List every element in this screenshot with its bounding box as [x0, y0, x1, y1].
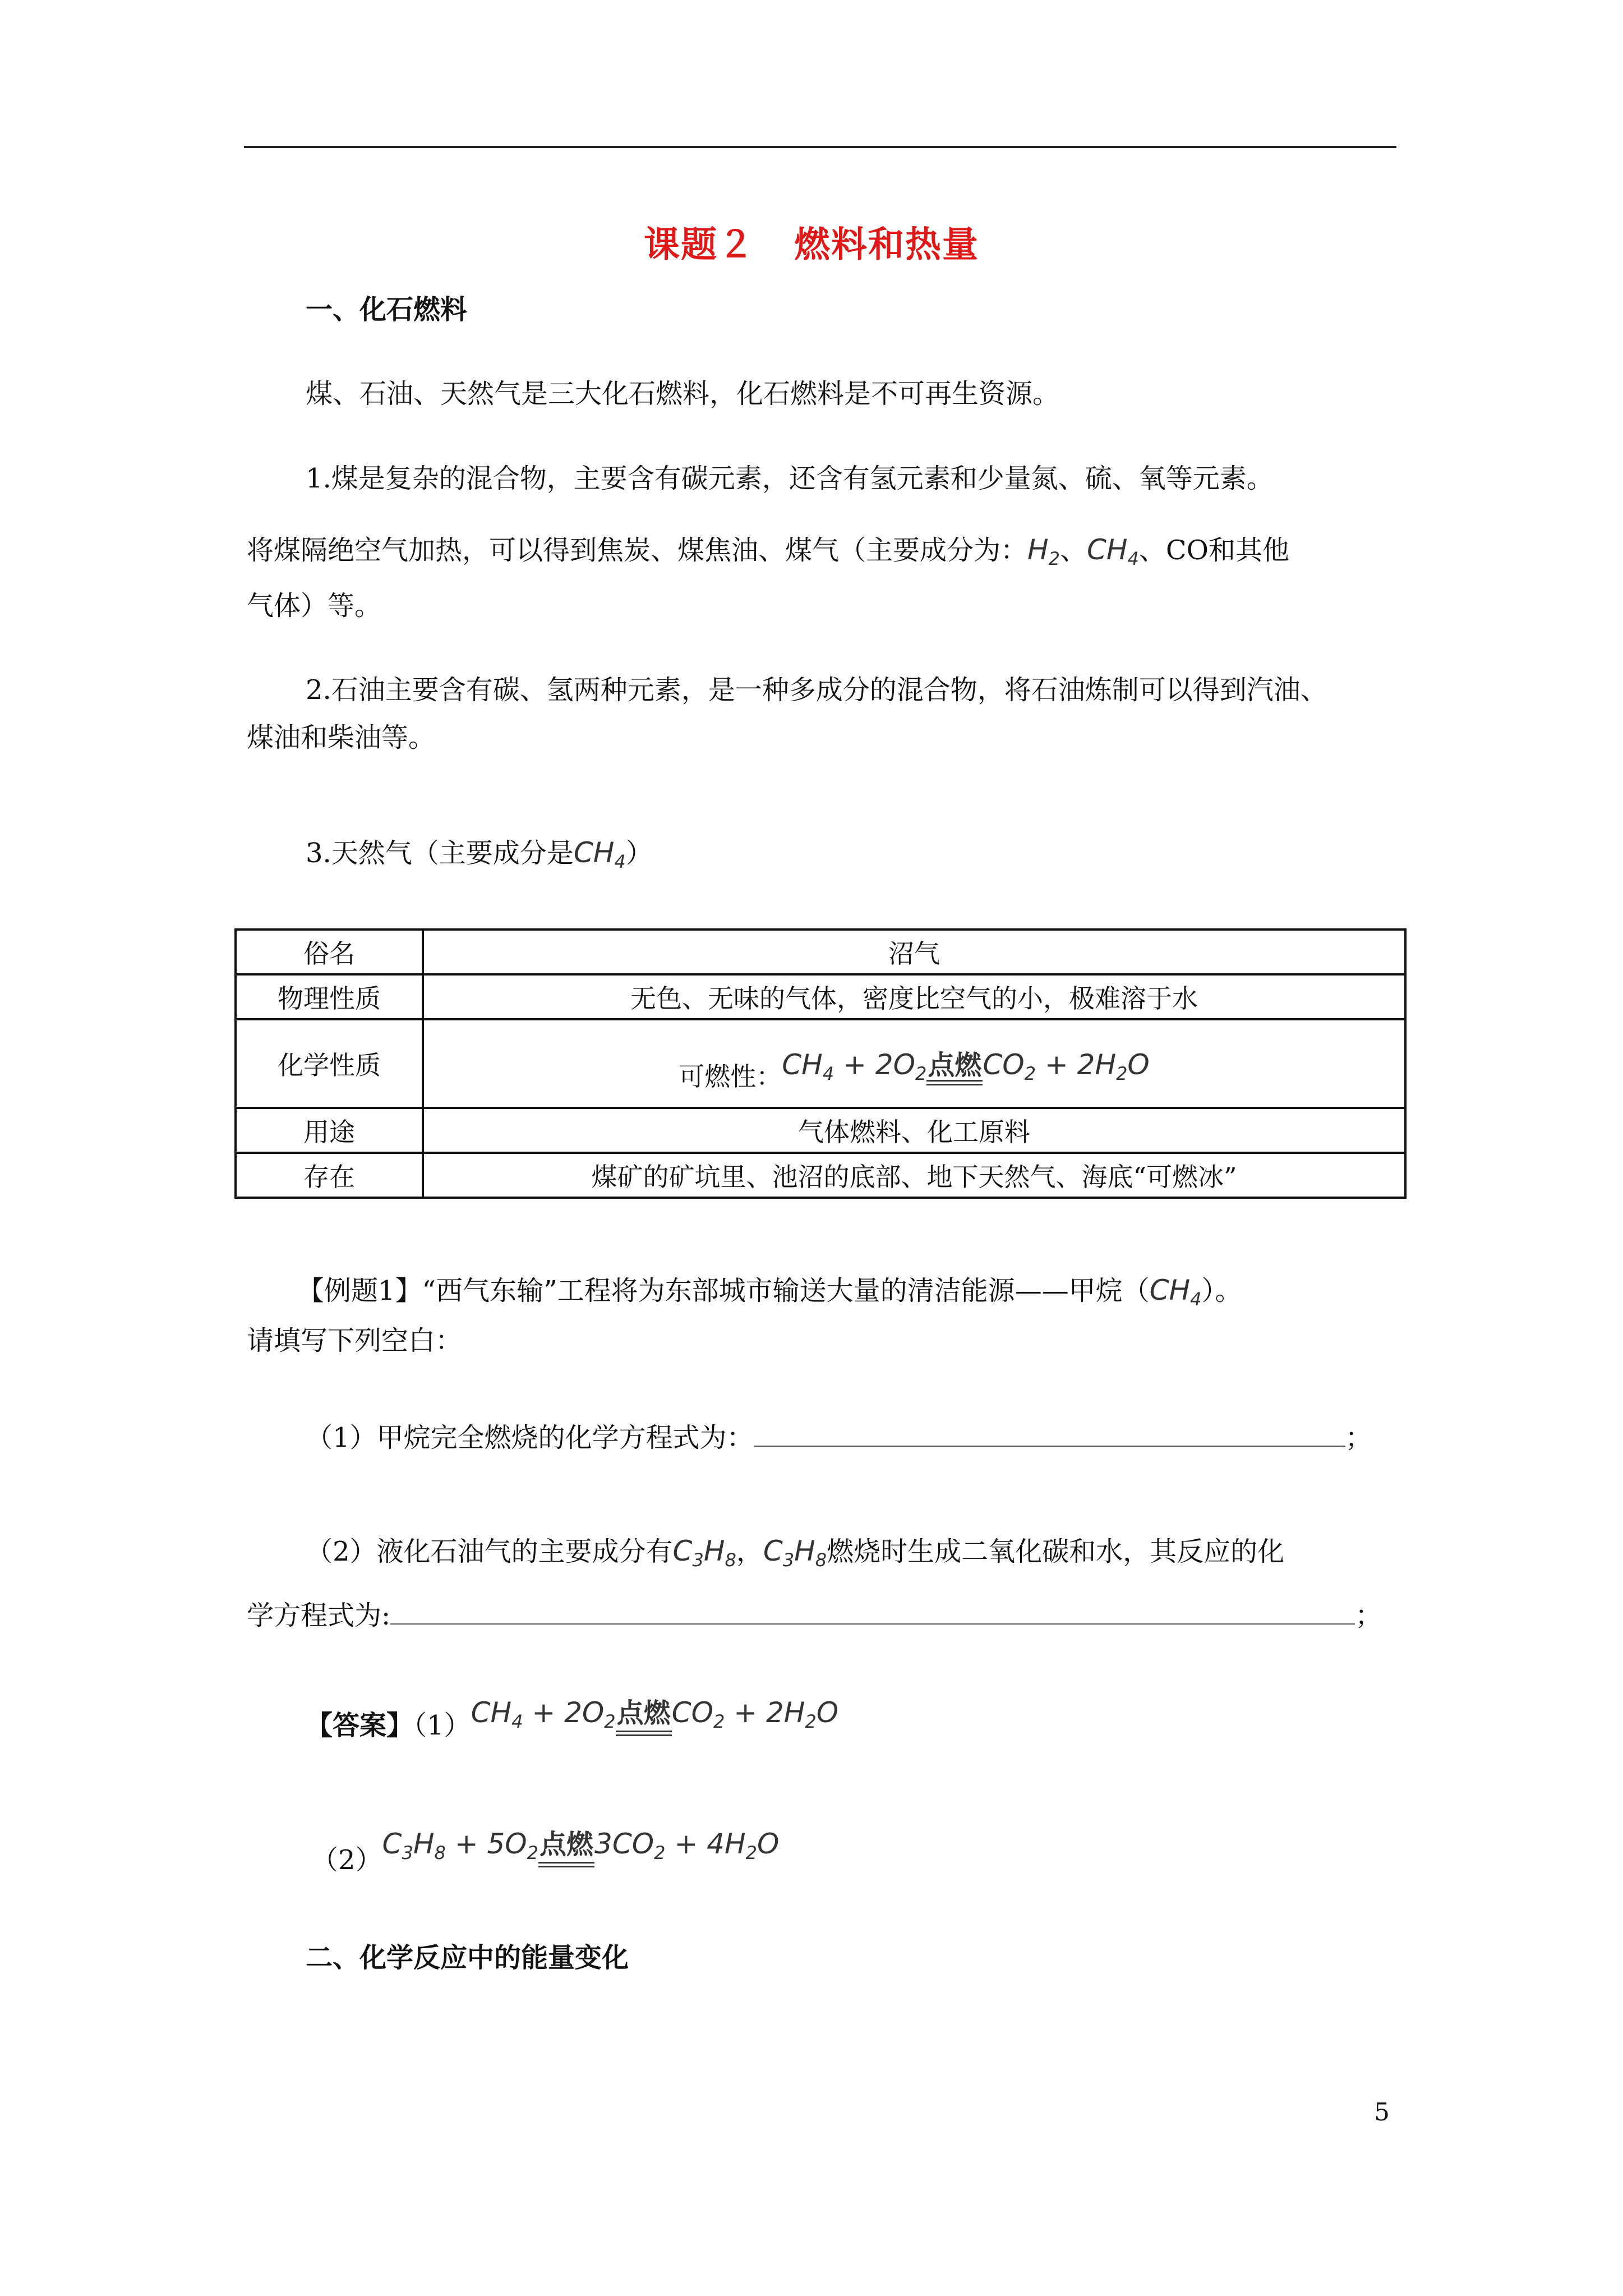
equation-propane-combustion: $C_3H_8 + 5O_2$点燃$3CO_2 + 4H_2O$: [382, 1828, 780, 1860]
page-title: [0, 216, 1623, 268]
answer-blank-1[interactable]: [754, 1423, 1345, 1447]
table-row: [236, 930, 1405, 974]
table-value: 可燃性：$CH_4 + 2O_2$点燃$CO_2 + 2H_2O$: [423, 1019, 1405, 1108]
table-value: 煤矿的矿坑里、池沼的底部、地下天然气、海底“可燃冰”: [423, 1153, 1405, 1198]
table-key: 俗名: [236, 930, 423, 974]
answer-blank-2[interactable]: [390, 1601, 1355, 1625]
section1-heading: 一、化石燃料: [306, 294, 468, 325]
methane-properties-table: [234, 928, 1407, 1199]
answer-2: $(2)C_3H_8 + 5O_2$点燃$3CO_2 + 4H_2O$: [311, 1840, 779, 1888]
formula-ch4: $CH_4$: [1149, 1274, 1202, 1310]
question-1: （1）甲烷完全燃烧的化学方程式为： ；: [306, 1422, 1372, 1453]
answer-1: 【答案】$(1)CH_4 + 2O_2$点燃$CO_2 + 2H_2O$: [306, 1705, 838, 1754]
question-2-line2: 学方程式为: ；: [247, 1600, 1382, 1631]
table-value: 无色、无味的气体，密度比空气的小，极难溶于水: [423, 974, 1405, 1019]
natural-gas-heading: 3.天然气（主要成分是$CH_4$）: [306, 836, 653, 872]
formula-h2: $H_2$: [1027, 533, 1060, 569]
coal-paragraph-line1: 1.煤是复杂的混合物，主要含有碳元素，还含有氢元素和少量氮、硫、氧等元素。: [306, 463, 1274, 494]
formula-c3h8: $C_3H_8$: [672, 1535, 736, 1571]
table-row: [236, 1153, 1405, 1198]
table-value: 沼气: [423, 930, 1405, 974]
table-key: 用途: [236, 1108, 423, 1153]
section2-heading: 二、化学反应中的能量变化: [306, 1942, 629, 1973]
table-row: [236, 1108, 1405, 1153]
table-row: [236, 974, 1405, 1019]
equation-methane-combustion: $CH_4 + 2O_2$点燃$CO_2 + 2H_2O$: [471, 1696, 839, 1729]
table-value: 气体燃料、化工原料: [423, 1108, 1405, 1153]
coal-paragraph-line2: 将煤隔绝空气加热，可以得到焦炭、煤焦油、煤气（主要成分为：$H_2$、$CH_4$、CO和其他: [247, 533, 1289, 569]
title-topic: 燃料和热量: [794, 224, 979, 266]
example-line1: 【例题1】“西气东输”工程将为东部城市输送大量的清洁能源——甲烷$(CH_4)$。: [297, 1274, 1242, 1310]
equation-methane-combustion: $CH_4 + 2O_2$点燃$CO_2 + 2H_2O$: [782, 1048, 1150, 1081]
oil-paragraph-line2: 煤油和柴油等。: [247, 722, 436, 753]
header-rule: [244, 146, 1396, 148]
question-2-line1: （2）液化石油气的主要成分有$C_3H_8$，$C_3H_8$燃烧时生成二氧化碳和水，其反应的化: [306, 1535, 1285, 1571]
table-key: 化学性质: [236, 1019, 423, 1108]
formula-c3h8: $C_3H_8$: [763, 1535, 827, 1571]
table-row: [236, 1019, 1405, 1108]
oil-paragraph-line1: 2.石油主要含有碳、氢两种元素，是一种多成分的混合物，将石油炼制可以得到汽油、: [306, 674, 1327, 706]
coal-paragraph-line3: 气体）等。: [247, 590, 382, 622]
title-lesson-number: 课题２: [644, 224, 755, 266]
formula-ch4: $CH_4$: [573, 836, 626, 872]
table-key: 物理性质: [236, 974, 423, 1019]
intro-paragraph: 煤、石油、天然气是三大化石燃料，化石燃料是不可再生资源。: [306, 378, 1060, 409]
page-number: 5: [1374, 2098, 1390, 2127]
example-line2: 请填写下列空白：: [247, 1325, 463, 1356]
table-key: 存在: [236, 1153, 423, 1198]
formula-ch4: $CH_4$: [1087, 533, 1139, 569]
